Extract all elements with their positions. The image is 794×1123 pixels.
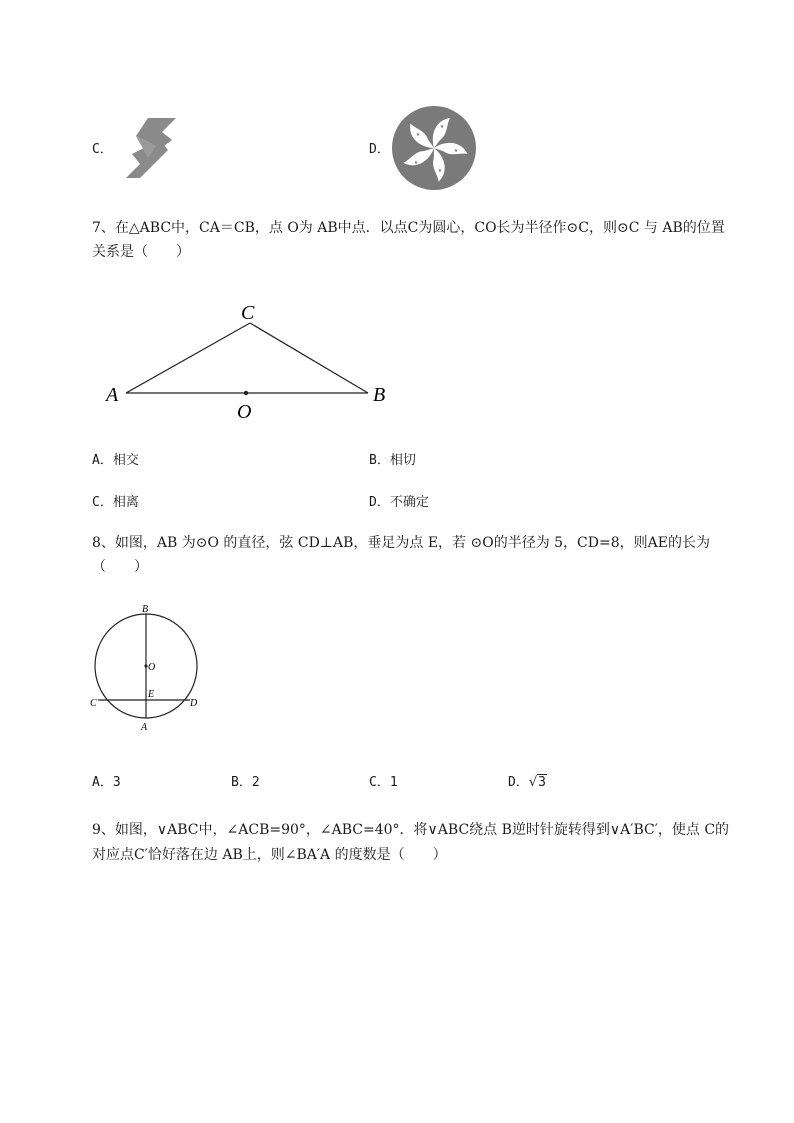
point-o <box>244 391 248 395</box>
label-b: B <box>142 604 149 615</box>
q7-stem-line2: 关系是（ ） <box>92 244 190 260</box>
q8-option-d <box>508 771 547 790</box>
sqrt-symbol: √ <box>528 775 538 790</box>
label-c: C <box>241 302 255 324</box>
q8-option-d-value: 3 <box>538 775 546 790</box>
q8-stem-line1: 8、如图，AB 为⊙O 的直径，弦 CD⊥AB，垂足为点 E，若 ⊙O的半径为 5，CD=8，则AE的长为 <box>92 535 710 551</box>
q9-stem-line2: 对应点C′恰好落在边 AB上，则∠BA′A 的度数是（ ） <box>92 847 447 863</box>
label-c: C <box>90 698 97 709</box>
q8-option-a: A．3 <box>92 775 121 790</box>
q7-triangle-figure <box>100 296 400 426</box>
q7-stem-line1: 7、在△ABC中，CA＝CB，点 O为 AB中点．以点C为圆心，CO长为半径作⊙C，则⊙C 与 AB的位置 <box>92 220 725 236</box>
label-b: B <box>373 384 386 406</box>
q8-option-c: C．1 <box>369 775 398 790</box>
segment-cb <box>250 323 368 393</box>
svg-text:★: ★ <box>415 132 421 138</box>
label-a: A <box>106 384 119 406</box>
label-a: A <box>141 722 148 733</box>
q9-stem-line1: 9、如图，∨ABC中，∠ACB=90°，∠ABC=40°．将∨ABC绕点 B逆时针旋转得到∨A′BC′，使点 C的 <box>92 822 730 838</box>
q8-option-b: B．2 <box>231 775 260 790</box>
svg-text:★: ★ <box>439 124 445 130</box>
suzuki-logo-image <box>118 114 190 184</box>
q8-stem-line2: （ ） <box>92 559 148 575</box>
label-o: O <box>237 401 252 423</box>
q7-option-a: A．相交 <box>92 453 139 468</box>
option-d-label: D． <box>369 142 390 157</box>
label-d: D <box>190 698 198 709</box>
segment-ac <box>126 323 250 393</box>
bauhinia-emblem-image <box>390 104 478 192</box>
svg-text:★: ★ <box>453 148 459 154</box>
option-c-label: C． <box>92 142 113 157</box>
q8-circle-figure <box>86 602 210 738</box>
svg-text:★: ★ <box>437 168 443 174</box>
label-e: E <box>148 689 155 700</box>
q8-option-d-prefix: D． <box>508 775 529 790</box>
svg-text:★: ★ <box>413 160 419 166</box>
q7-option-c: C．相离 <box>92 495 139 510</box>
q7-option-b: B．相切 <box>369 453 416 468</box>
q7-option-d: D．不确定 <box>369 495 429 510</box>
label-o: O <box>148 662 156 673</box>
